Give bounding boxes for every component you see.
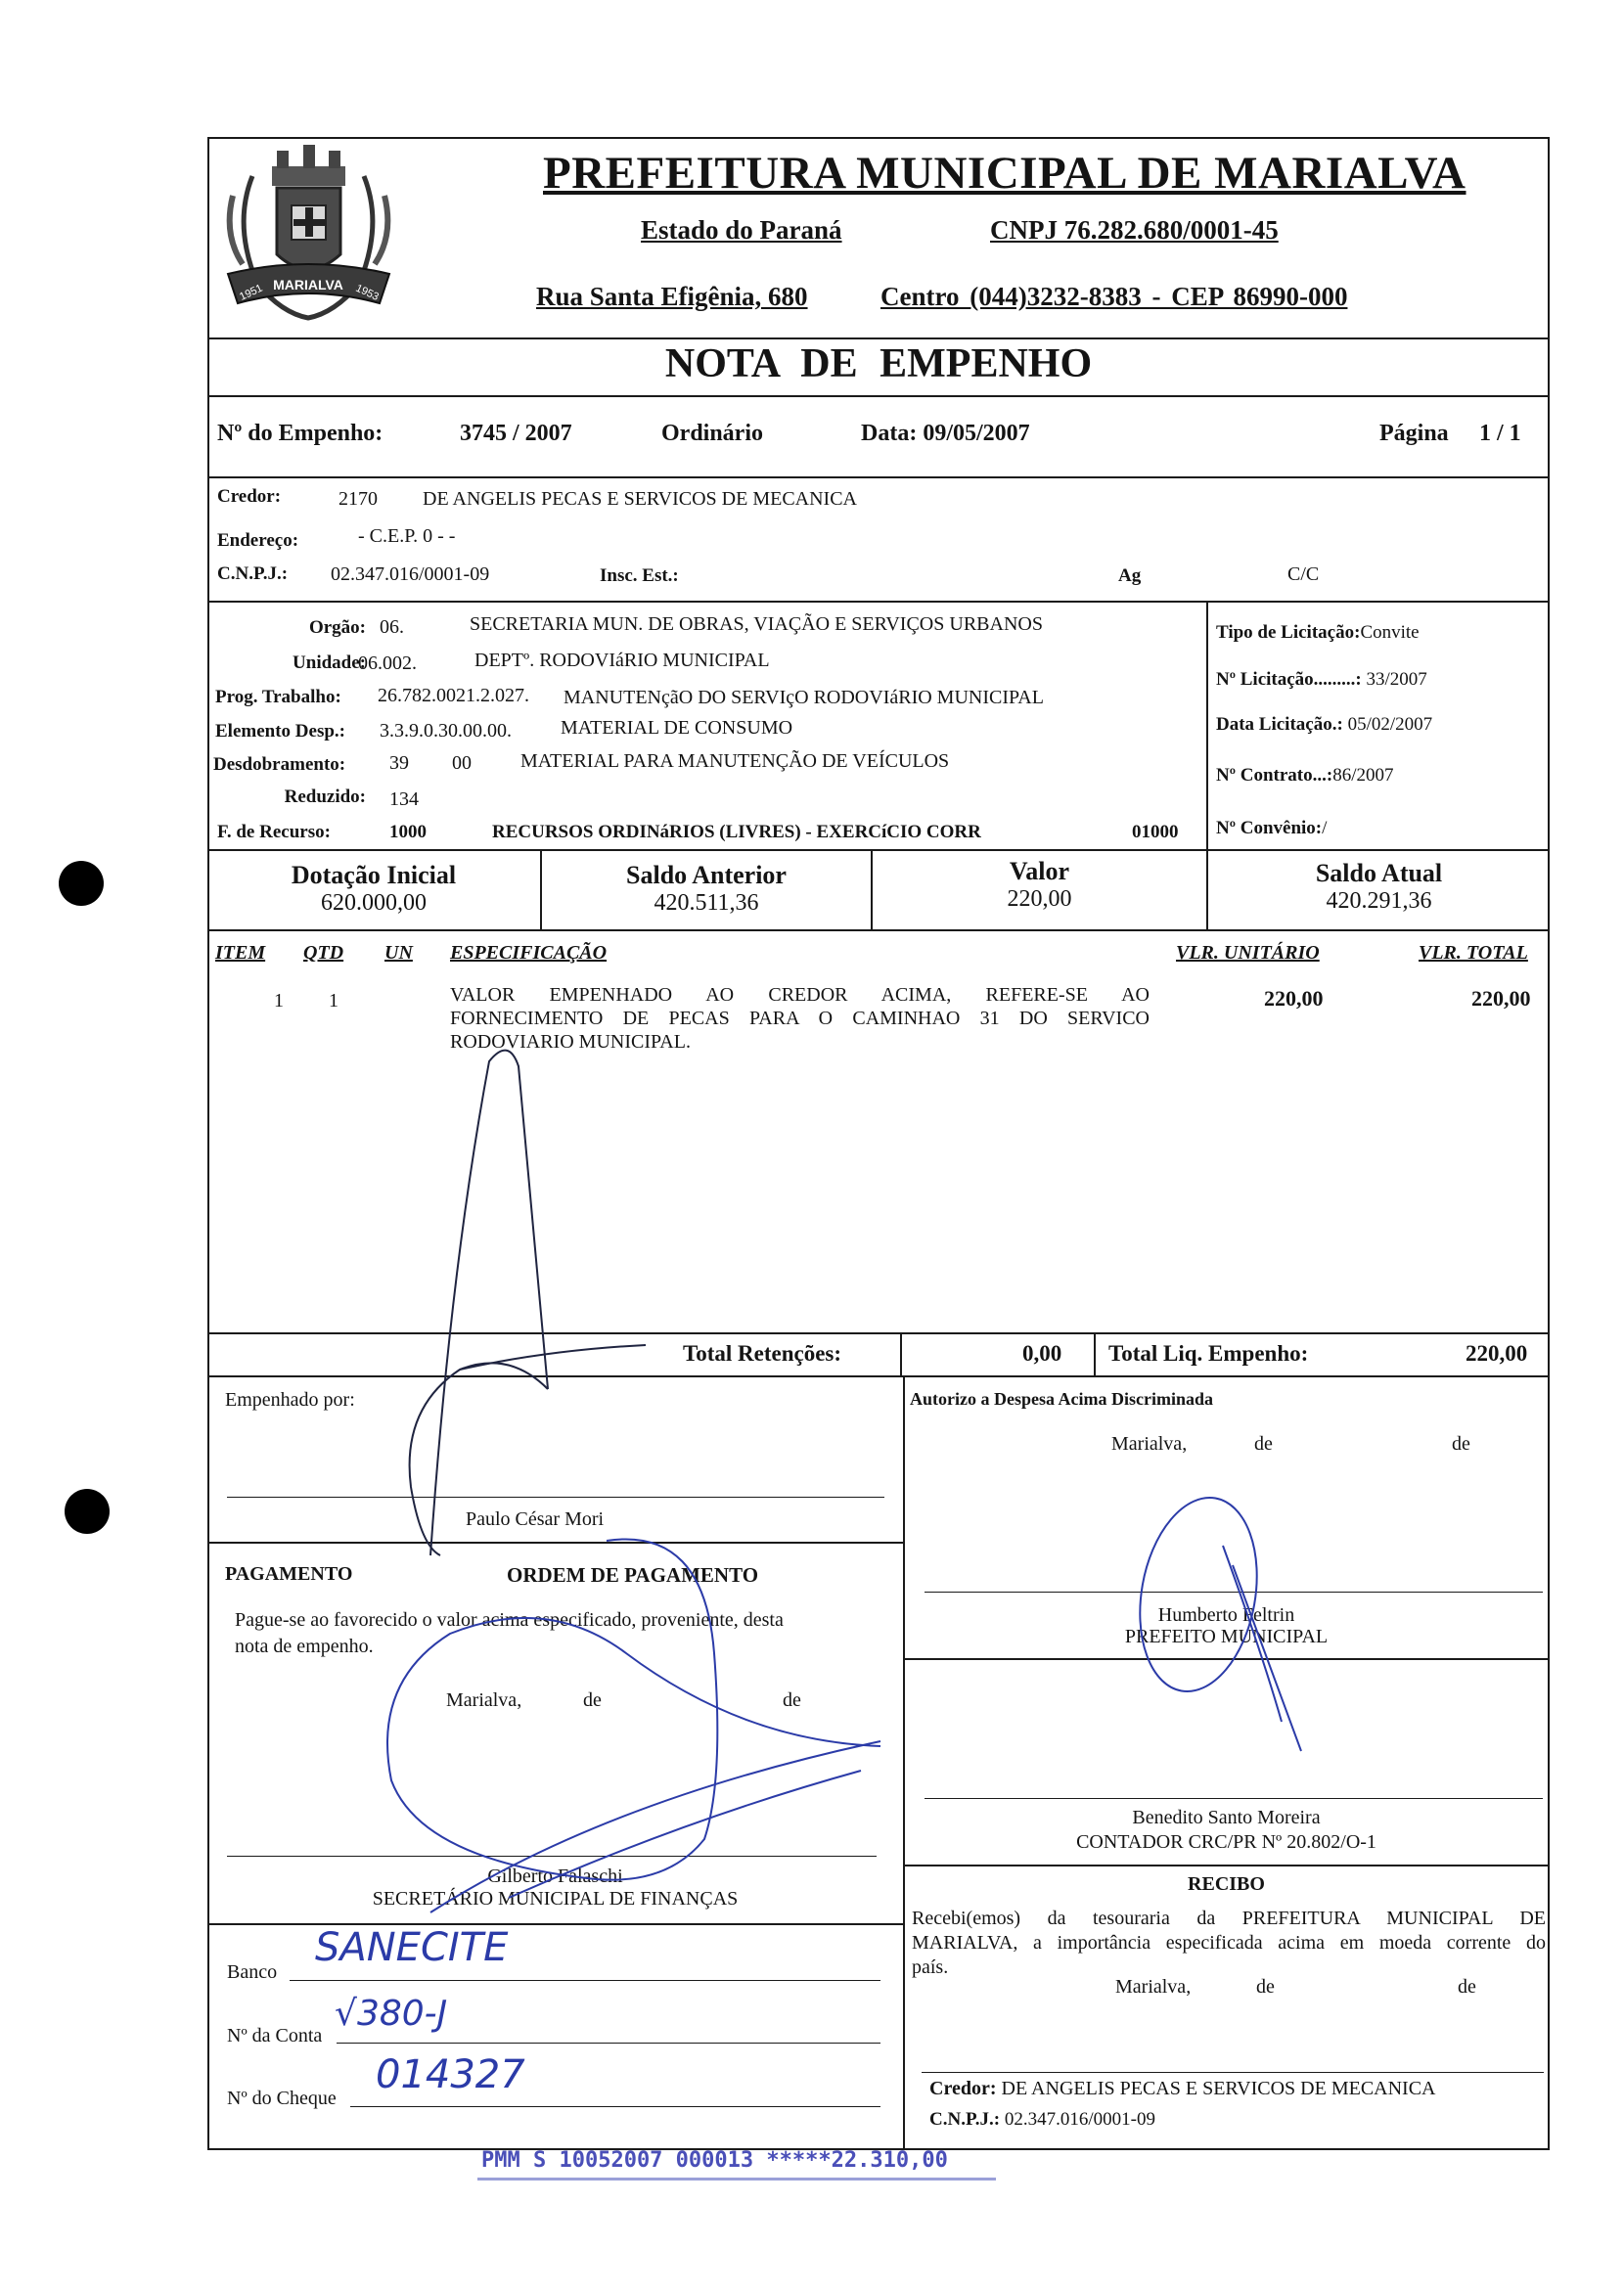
- punch-hole-bottom: [65, 1489, 110, 1534]
- empenhado-label: Empenhado por:: [225, 1389, 355, 1411]
- credor-code: 2170: [338, 488, 378, 510]
- col-especificacao: ESPECIFICAÇÃO: [450, 942, 608, 964]
- contador-name: Benedito Santo Moreira: [1132, 1807, 1321, 1828]
- elemento-label: Elemento Desp.:: [215, 721, 345, 742]
- punch-hole-top: [59, 861, 104, 906]
- item-spec-line-3: RODOVIARIO MUNICIPAL.: [450, 1031, 691, 1053]
- address-contact: Centro (044)3232-8383 - CEP 86990-000: [880, 282, 1348, 311]
- credor-label: Credor:: [217, 486, 282, 507]
- data-licitacao: Data Licitação.: 05/02/2007: [1216, 714, 1433, 735]
- retencoes-value: 0,00: [1022, 1341, 1062, 1366]
- reduzido-label: Reduzido:: [284, 787, 366, 807]
- recurso-name: RECURSOS ORDINáRIOS (LIVRES) - EXERCíCIO CORR: [492, 822, 981, 842]
- recibo-line-3: país.: [912, 1956, 949, 1978]
- saldo-valor: Valor 220,00: [1007, 857, 1072, 912]
- prefeito-title: PREFEITO MUNICIPAL: [1124, 1626, 1329, 1647]
- empenho-number: 3745 / 2007: [460, 421, 572, 446]
- orgao-name: SECRETARIA MUN. DE OBRAS, VIAÇÃO E SERVIÇOS URBANOS: [470, 613, 1043, 635]
- recurso-label: F. de Recurso:: [217, 822, 331, 842]
- unidade-name: DEPTº. RODOVIáRIO MUNICIPAL: [474, 650, 770, 671]
- address-street: Rua Santa Efigênia, 680: [536, 282, 808, 311]
- num-convenio: Nº Convênio:/: [1216, 818, 1328, 838]
- recibo-line-1: Recebi(emos) da tesouraria da PREFEITURA MUNICIPAL DE: [912, 1908, 1546, 1929]
- col-qtd: QTD: [303, 942, 344, 964]
- orgao-label: Orgão:: [308, 617, 366, 638]
- banco-handwritten: SANECITE: [315, 1925, 509, 1970]
- empenho-type: Ordinário: [661, 421, 764, 446]
- autorizo-place: Marialva,: [1111, 1433, 1188, 1455]
- secretario-name: Gilberto Falaschi: [487, 1866, 623, 1887]
- col-vlr-total: VLR. TOTAL: [1419, 942, 1528, 964]
- desdob-code2: 00: [452, 752, 472, 774]
- liq-empenho-label: Total Liq. Empenho:: [1108, 1341, 1309, 1366]
- elemento-name: MATERIAL DE CONSUMO: [561, 717, 793, 739]
- svg-text:MARIALVA: MARIALVA: [273, 277, 343, 292]
- autorizo-de-2: de: [1452, 1433, 1470, 1455]
- prefeitura-title: PREFEITURA MUNICIPAL DE MARIALVA: [543, 148, 1466, 199]
- prog-code: 26.782.0021.2.027.: [378, 685, 529, 706]
- endereco-value: - C.E.P. 0 - -: [358, 525, 456, 547]
- page-number: 1 / 1: [1479, 421, 1521, 446]
- page-label: Página: [1379, 421, 1449, 446]
- prog-label: Prog. Trabalho:: [215, 687, 341, 707]
- pagamento-de-2: de: [783, 1689, 801, 1711]
- saldo-dotacao-inicial: Dotação Inicial 620.000,00: [291, 861, 457, 916]
- cnpj-prefeitura: CNPJ 76.282.680/0001-45: [990, 215, 1279, 245]
- credor-name: DE ANGELIS PECAS E SERVICOS DE MECANICA: [423, 488, 857, 510]
- saldo-anterior: Saldo Anterior 420.511,36: [626, 861, 787, 916]
- secretario-title: SECRETÁRIO MUNICIPAL DE FINANÇAS: [372, 1888, 739, 1910]
- banco-label: Banco: [227, 1961, 278, 1983]
- recibo-line-2: MARIALVA, a importância especificada acima em moeda corrente do: [912, 1932, 1546, 1954]
- unidade-code: 06.002.: [358, 652, 417, 674]
- col-un: UN: [384, 942, 413, 964]
- contador-title: CONTADOR CRC/PR Nº 20.802/O-1: [1076, 1831, 1376, 1853]
- doc-title: NOTA DE EMPENHO: [664, 341, 1093, 386]
- stamp-underline: [477, 2178, 996, 2181]
- pagamento-place: Marialva,: [446, 1689, 522, 1711]
- item-number: 1: [274, 990, 284, 1012]
- cheque-handwritten: 014327: [376, 2052, 525, 2097]
- empenhado-name: Paulo César Mori: [466, 1508, 605, 1530]
- elemento-code: 3.3.9.0.30.00.00.: [380, 720, 512, 742]
- orgao-code: 06.: [380, 616, 404, 638]
- ag-label: Ag: [1118, 565, 1142, 586]
- insc-est-label: Insc. Est.:: [600, 565, 679, 586]
- recibo-place: Marialva,: [1115, 1976, 1192, 1998]
- pagamento-de-1: de: [583, 1689, 602, 1711]
- endereco-label: Endereço:: [217, 530, 299, 551]
- item-spec-line-1: VALOR EMPENHADO AO CREDOR ACIMA, REFERE-SE AO: [450, 984, 1150, 1006]
- empenho-date: Data: 09/05/2007: [861, 421, 1030, 446]
- saldo-atual: Saldo Atual 420.291,36: [1315, 859, 1443, 914]
- desdob-name: MATERIAL PARA MANUTENÇÃO DE VEÍCULOS: [520, 750, 950, 772]
- item-vlr-unitario: 220,00: [1264, 986, 1324, 1011]
- bank-stamp: PMM S 10052007 000013 *****22.310,00: [481, 2148, 948, 2173]
- cc-label: C/C: [1287, 563, 1320, 585]
- recibo-cnpj: C.N.P.J.: 02.347.016/0001-09: [929, 2109, 1155, 2130]
- recurso-code2: 01000: [1132, 822, 1179, 842]
- cheque-label: Nº do Cheque: [227, 2088, 337, 2109]
- unidade-label: Unidade:: [293, 652, 366, 673]
- pagamento-title: PAGAMENTO: [225, 1563, 353, 1585]
- item-qtd: 1: [329, 990, 338, 1012]
- autorizo-label: Autorizo a Despesa Acima Discriminada: [910, 1389, 1213, 1409]
- empenho-label: Nº do Empenho:: [217, 421, 383, 446]
- prefeito-name: Humberto Feltrin: [1157, 1604, 1295, 1626]
- reduzido-value: 134: [389, 788, 419, 810]
- col-vlr-unitario: VLR. UNITÁRIO: [1176, 942, 1320, 964]
- svg-text:1953: 1953: [353, 282, 381, 303]
- pagamento-text-2: nota de empenho.: [235, 1636, 374, 1657]
- tipo-licitacao: Tipo de Licitação:Convite: [1216, 622, 1420, 643]
- recurso-code: 1000: [389, 822, 427, 842]
- retencoes-label: Total Retenções:: [683, 1341, 842, 1366]
- pagamento-text-1: Pague-se ao favorecido o valor acima especificado, proveniente, desta: [235, 1609, 784, 1631]
- credor-cnpj: 02.347.016/0001-09: [331, 563, 490, 585]
- liq-empenho-value: 220,00: [1466, 1341, 1528, 1366]
- item-spec-line-2: FORNECIMENTO DE PECAS PARA O CAMINHAO 31 DO SERVICO: [450, 1008, 1150, 1029]
- recibo-de-2: de: [1458, 1976, 1476, 1998]
- recibo-de-1: de: [1256, 1976, 1275, 1998]
- num-contrato: Nº Contrato...:86/2007: [1216, 765, 1394, 786]
- prog-name: MANUTENçãO DO SERVIçO RODOVIáRIO MUNICIPAL: [564, 687, 1044, 708]
- conta-label: Nº da Conta: [227, 2025, 323, 2046]
- conta-handwritten: √380-J: [335, 1994, 448, 2034]
- num-licitacao: Nº Licitação.........: 33/2007: [1216, 669, 1427, 690]
- estado-label: Estado do Paraná: [641, 215, 842, 245]
- desdob-label: Desdobramento:: [213, 754, 346, 775]
- svg-text:1951: 1951: [238, 282, 265, 303]
- item-vlr-total: 220,00: [1471, 986, 1531, 1011]
- ordem-pagamento: ORDEM DE PAGAMENTO: [507, 1563, 759, 1587]
- desdob-code1: 39: [389, 752, 409, 774]
- credor-cnpj-label: C.N.P.J.:: [217, 563, 289, 584]
- autorizo-de-1: de: [1254, 1433, 1273, 1455]
- municipal-crest: [213, 137, 404, 333]
- recibo-credor: Credor: DE ANGELIS PECAS E SERVICOS DE MECANICA: [929, 2078, 1436, 2099]
- col-item: ITEM: [215, 942, 266, 964]
- recibo-title: RECIBO: [1188, 1873, 1265, 1895]
